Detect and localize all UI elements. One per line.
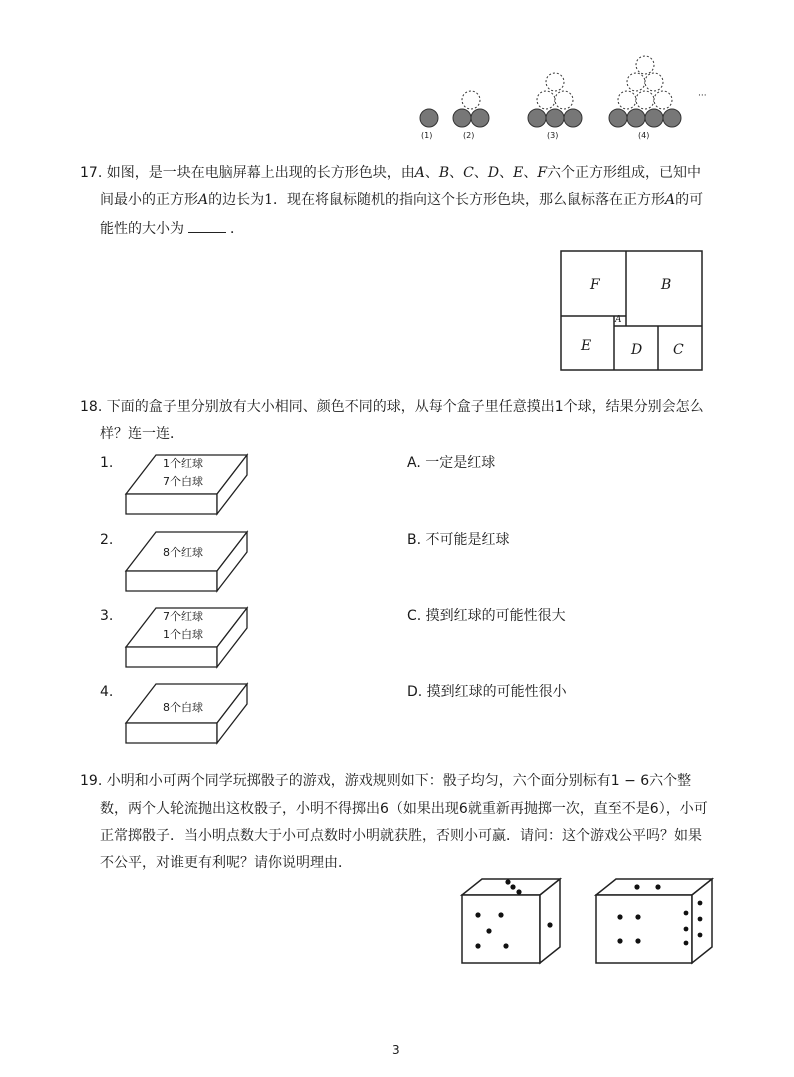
q19-line-1: 19. 小明和小可两个同学玩掷骰子的游戏，游戏规则如下：骰子均匀，六个面分别标有1 − 6六个整 [80,773,692,789]
q17-number: 17. [80,165,103,181]
q18-line-1: 18. 下面的盒子里分别放有大小相同、颜色不同的球，从每个盒子里任意摸出1个球，结果分别会怎么 [80,399,704,415]
square-label-a: A [615,315,622,325]
box-1-number: 1. [100,455,114,471]
box-4-number: 4. [100,684,114,700]
box-3-text-2: 1个白球 [163,628,203,641]
square-label-f: F [590,277,600,293]
ball-box-4[interactable] [123,681,251,747]
dice-svg [456,875,718,967]
answer-blank[interactable] [188,218,226,233]
dice-figure [456,875,718,967]
box-1-text-1: 1个红球 [163,457,203,470]
q19-line-2: 数，两个人轮流抛出这枚骰子，小明不得掷出6（如果出现6就重新再抛掷一次，直至不是6），小可 [100,801,708,817]
q18-number: 18. [80,399,103,415]
option-a[interactable]: A. 一定是红球 [407,455,496,471]
square-label-d: D [631,342,643,358]
option-b[interactable]: B. 不可能是红球 [407,532,510,548]
squares-figure [558,249,706,373]
pattern-label-1: (1) [421,131,433,140]
square-label-c: C [673,342,684,358]
pattern-label-4: (4) [638,131,650,140]
box-1-text-2: 7个白球 [163,475,203,488]
pattern-label-3: (3) [547,131,559,140]
circle-pattern-svg [410,55,720,145]
pattern-label-2: (2) [463,131,475,140]
ball-box-3[interactable] [123,605,251,671]
die-1 [462,879,560,963]
page-number: 3 [392,1043,400,1057]
q19-number: 19. [80,773,103,789]
pattern-ellipsis: ··· [698,91,707,101]
option-c[interactable]: C. 摸到红球的可能性很大 [407,608,566,624]
box-2-number: 2. [100,532,114,548]
circle-pattern-figure [410,55,720,145]
die-2 [596,879,712,963]
q19-line-3: 正常掷骰子．当小明点数大于小可点数时小明就获胜，否则小可赢．请问：这个游戏公平吗？如果 [100,828,702,844]
q17-line-2: 间最小的正方形A的边长为1．现在将鼠标随机的指向这个长方形色块，那么鼠标落在正方形A的可 [100,192,704,208]
q19-line-4: 不公平，对谁更有利呢？请你说明理由． [100,855,352,871]
box-4-text-1: 8个白球 [163,701,203,714]
q17-line-3: 能性的大小为 ． [100,218,244,239]
box-2-text-1: 8个红球 [163,546,203,559]
box-3-number: 3. [100,608,114,624]
q18-line-2: 样？连一连． [100,426,184,442]
box-3-text-1: 7个红球 [163,610,203,623]
option-d[interactable]: D. 摸到红球的可能性很小 [407,684,567,700]
square-label-b: B [661,277,672,293]
q17-line-1: 17. 如图，是一块在电脑屏幕上出现的长方形色块，由A、B、C、D、E、F六个正方形组成，已知中 [80,165,702,181]
ball-box-1[interactable] [123,452,251,518]
square-label-e: E [581,338,592,354]
ball-box-2[interactable] [123,529,251,595]
